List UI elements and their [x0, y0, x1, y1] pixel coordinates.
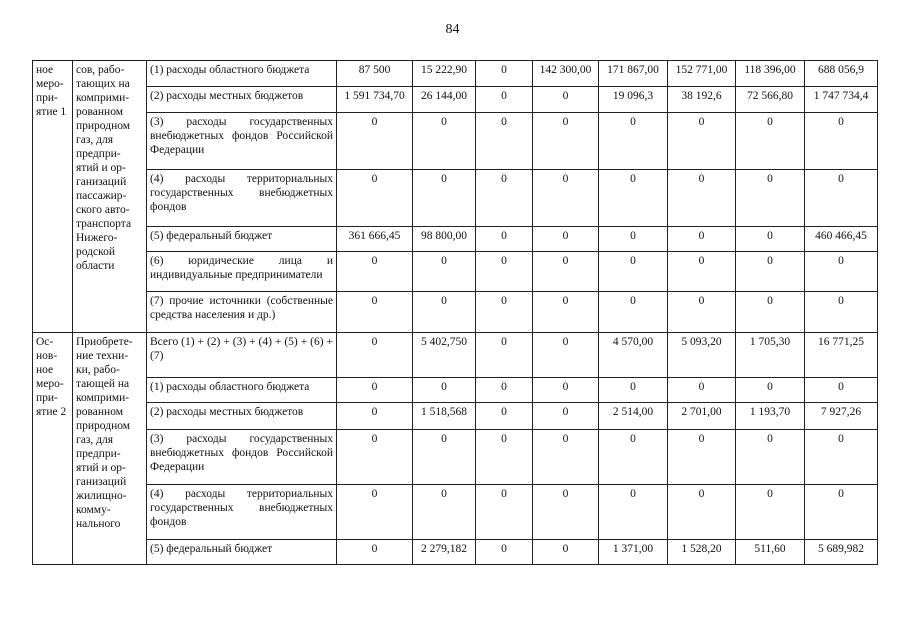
value-cell: 0	[736, 113, 805, 170]
funding-source-cell: (2) расходы местных бюджетов	[147, 87, 337, 113]
value-cell: 0	[599, 378, 668, 403]
value-cell: 0	[668, 227, 736, 252]
event-description: Приобрете- ние техни- ки, рабо- тающей на комприми- рованном природном газ, для предпри- ятий и ор- ганизаций жилищно- комму- нального	[76, 336, 133, 530]
table-row	[33, 378, 878, 403]
event-cell	[33, 61, 73, 333]
value-cell: 0	[736, 430, 805, 485]
value-cell: 0	[413, 292, 476, 333]
value-cell: 0	[476, 378, 533, 403]
value-cell: 688 056,9	[805, 61, 878, 87]
value-cell: 0	[805, 113, 878, 170]
table-row	[33, 333, 878, 378]
value-cell: 0	[533, 87, 599, 113]
table-row	[33, 170, 878, 227]
value-cell: 0	[413, 113, 476, 170]
value-cell: 0	[736, 485, 805, 540]
funding-source-cell: (3) расходы государственных внебюджетных фондов Российской Федерации	[147, 113, 337, 170]
funding-source-cell: (1) расходы областного бюджета	[147, 61, 337, 87]
value-cell: 0	[476, 292, 533, 333]
funding-source-cell: (4) расходы территориальных государственных внебюджетных фондов	[147, 170, 337, 227]
value-cell: 1 747 734,4	[805, 87, 878, 113]
value-cell: 460 466,45	[805, 227, 878, 252]
funding-source-cell: (1) расходы областного бюджета	[147, 378, 337, 403]
value-cell: 0	[599, 252, 668, 292]
value-cell: 0	[805, 485, 878, 540]
value-cell: 5 093,20	[668, 333, 736, 378]
funding-source-cell: Всего (1) + (2) + (3) + (4) + (5) + (6) + (7)	[147, 333, 337, 378]
value-cell: 0	[668, 252, 736, 292]
table-row	[33, 252, 878, 292]
value-cell: 0	[476, 333, 533, 378]
value-cell: 0	[337, 485, 413, 540]
value-cell: 0	[599, 485, 668, 540]
value-cell: 511,60	[736, 540, 805, 565]
funding-source-cell: (2) расходы местных бюджетов	[147, 403, 337, 430]
value-cell: 118 396,00	[736, 61, 805, 87]
table-row	[33, 540, 878, 565]
value-cell: 171 867,00	[599, 61, 668, 87]
value-cell: 0	[736, 252, 805, 292]
value-cell: 0	[413, 170, 476, 227]
value-cell: 0	[533, 333, 599, 378]
table-row	[33, 403, 878, 430]
value-cell: 1 371,00	[599, 540, 668, 565]
value-cell: 0	[668, 430, 736, 485]
value-cell: 5 402,750	[413, 333, 476, 378]
table-row	[33, 227, 878, 252]
value-cell: 0	[805, 430, 878, 485]
value-cell: 38 192,6	[668, 87, 736, 113]
funding-source-cell: (7) прочие источники (собственные средства населения и др.)	[147, 292, 337, 333]
value-cell: 0	[413, 252, 476, 292]
value-cell: 26 144,00	[413, 87, 476, 113]
value-cell: 0	[533, 378, 599, 403]
value-cell: 0	[476, 87, 533, 113]
funding-source-cell: (5) федеральный бюджет	[147, 227, 337, 252]
value-cell: 0	[599, 170, 668, 227]
page-number: 84	[445, 22, 460, 37]
value-cell: 0	[668, 485, 736, 540]
value-cell: 1 591 734,70	[337, 87, 413, 113]
value-cell: 0	[668, 170, 736, 227]
value-cell: 0	[337, 540, 413, 565]
budget-table	[32, 60, 878, 565]
value-cell: 0	[337, 403, 413, 430]
value-cell: 0	[533, 170, 599, 227]
value-cell: 0	[476, 113, 533, 170]
table-row	[33, 485, 878, 540]
funding-source-cell: (4) расходы территориальных государственных внебюджетных фондов	[147, 485, 337, 540]
value-cell: 0	[805, 378, 878, 403]
table-row	[33, 430, 878, 485]
value-cell: 0	[533, 292, 599, 333]
value-cell: 0	[337, 430, 413, 485]
value-cell: 0	[805, 170, 878, 227]
funding-source-cell: (5) федеральный бюджет	[147, 540, 337, 565]
value-cell: 72 566,80	[736, 87, 805, 113]
value-cell: 0	[413, 485, 476, 540]
value-cell: 0	[337, 252, 413, 292]
event-cell	[33, 333, 73, 565]
funding-source-cell: (6) юридические лица и индивидуальные предприниматели	[147, 252, 337, 292]
value-cell: 16 771,25	[805, 333, 878, 378]
value-cell: 0	[476, 170, 533, 227]
value-cell: 7 927,26	[805, 403, 878, 430]
value-cell: 2 514,00	[599, 403, 668, 430]
table-row	[33, 87, 878, 113]
value-cell: 1 705,30	[736, 333, 805, 378]
value-cell: 152 771,00	[668, 61, 736, 87]
value-cell: 0	[736, 292, 805, 333]
value-cell: 0	[413, 378, 476, 403]
value-cell: 4 570,00	[599, 333, 668, 378]
event-name: ное меро- при- ятие 1	[36, 64, 67, 118]
value-cell: 0	[533, 430, 599, 485]
value-cell: 0	[476, 485, 533, 540]
value-cell: 0	[736, 170, 805, 227]
table-row	[33, 292, 878, 333]
value-cell: 15 222,90	[413, 61, 476, 87]
value-cell: 0	[533, 227, 599, 252]
value-cell: 98 800,00	[413, 227, 476, 252]
value-cell: 0	[476, 252, 533, 292]
event-description: сов, рабо- тающих на комприми- рованном природном газ, для предпри- ятий и ор- ганизаций пассажир- ского авто- транспорта Нижего- родской области	[76, 64, 132, 272]
value-cell: 0	[736, 378, 805, 403]
value-cell: 1 528,20	[668, 540, 736, 565]
value-cell: 142 300,00	[533, 61, 599, 87]
value-cell: 0	[533, 113, 599, 170]
value-cell: 361 666,45	[337, 227, 413, 252]
value-cell: 0	[476, 227, 533, 252]
value-cell: 0	[533, 252, 599, 292]
value-cell: 0	[533, 403, 599, 430]
value-cell: 0	[533, 485, 599, 540]
value-cell: 2 279,182	[413, 540, 476, 565]
value-cell: 0	[476, 403, 533, 430]
description-cell	[73, 61, 147, 333]
value-cell: 0	[337, 378, 413, 403]
value-cell: 0	[337, 170, 413, 227]
value-cell: 0	[476, 540, 533, 565]
value-cell: 19 096,3	[599, 87, 668, 113]
funding-source-cell: (3) расходы государственных внебюджетных фондов Российской Федерации	[147, 430, 337, 485]
value-cell: 0	[599, 113, 668, 170]
value-cell: 0	[599, 292, 668, 333]
value-cell: 0	[599, 227, 668, 252]
value-cell: 0	[668, 113, 736, 170]
event-name: Ос- нов- ное меро- при- ятие 2	[36, 336, 67, 418]
value-cell: 0	[805, 292, 878, 333]
table-row	[33, 113, 878, 170]
value-cell: 1 518,568	[413, 403, 476, 430]
value-cell: 0	[337, 333, 413, 378]
value-cell: 2 701,00	[668, 403, 736, 430]
description-cell	[73, 333, 147, 565]
value-cell: 0	[668, 378, 736, 403]
table-body	[33, 61, 878, 565]
value-cell: 0	[668, 292, 736, 333]
value-cell: 87 500	[337, 61, 413, 87]
value-cell: 0	[413, 430, 476, 485]
value-cell: 0	[476, 61, 533, 87]
value-cell: 0	[533, 540, 599, 565]
value-cell: 0	[805, 252, 878, 292]
value-cell: 0	[337, 113, 413, 170]
value-cell: 0	[599, 430, 668, 485]
value-cell: 0	[736, 227, 805, 252]
value-cell: 1 193,70	[736, 403, 805, 430]
value-cell: 5 689,982	[805, 540, 878, 565]
value-cell: 0	[476, 430, 533, 485]
table-row	[33, 61, 878, 87]
value-cell: 0	[337, 292, 413, 333]
